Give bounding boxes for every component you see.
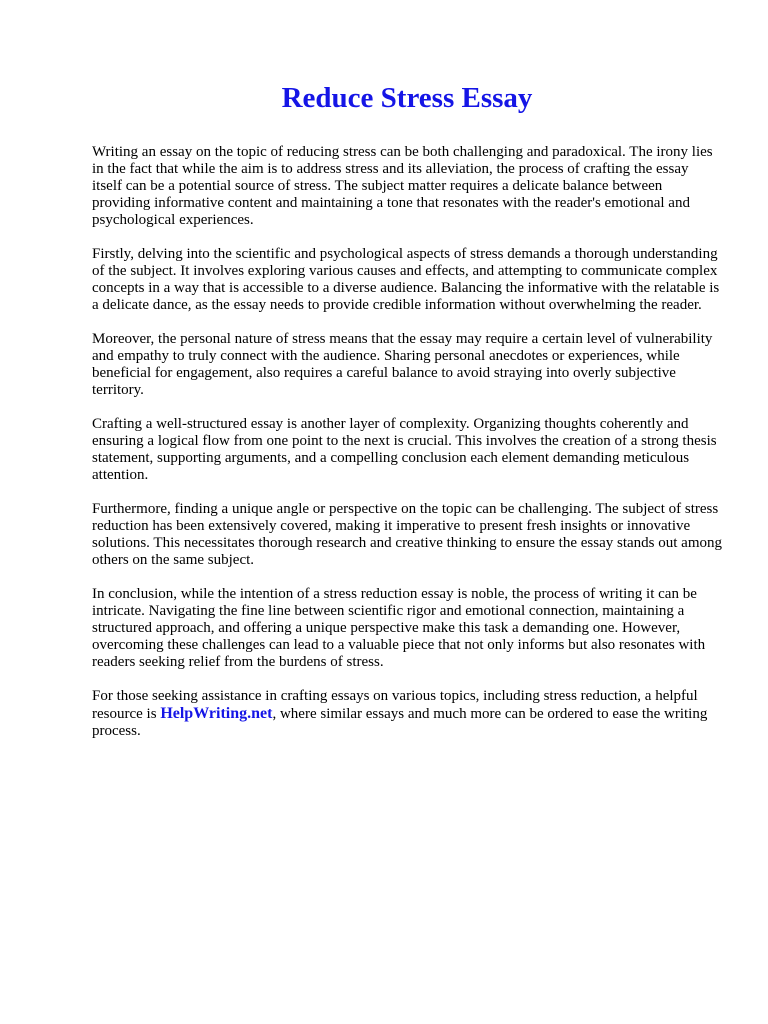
paragraph-firstly: Firstly, delving into the scientific and psychological aspects of stress demands a thorough understanding of the subject. It involves exploring various causes and effects, and attempting to communicate complex concepts in a way that is accessible to a diverse audience. Balancing the informative with the relatable is a delicate dance, as the essay needs to provide credible information without overwhelming the reader. — [92, 246, 720, 313]
essay-body — [92, 144, 722, 740]
paragraph-intro: Writing an essay on the topic of reducing stress can be both challenging and paradoxical. The irony lies in the fact that while the aim is to address stress and its alleviation, the process of crafting the essay itself can be a potential source of stress. The subject matter requires a delicate balance between providing informative content and maintaining a tone that resonates with the reader's emotional and psychological experiences. — [92, 144, 713, 228]
paragraph-crafting: Crafting a well-structured essay is another layer of complexity. Organizing thoughts coherently and ensuring a logical flow from one point to the next is crucial. This involves the creation of a strong thesis statement, supporting arguments, and a compelling conclusion each element demanding meticulous attention. — [92, 416, 717, 483]
paragraph-closing — [92, 688, 722, 740]
paragraph-furthermore: Furthermore, finding a unique angle or perspective on the topic can be challenging. The subject of stress reduction has been extensively covered, making it imperative to present fresh insights or innovative solutions. This necessitates thorough research and creative thinking to ensure the essay stands out among others on the same subject. — [92, 501, 722, 568]
closing-text-after: , where similar essays and much more can be ordered to ease the writing process. — [92, 706, 708, 739]
closing-text-before: For those seeking assistance in crafting essays on various topics, including stress reduction, a helpful resource is — [92, 688, 698, 722]
paragraph-conclusion: In conclusion, while the intention of a stress reduction essay is noble, the process of writing it can be intricate. Navigating the fine line between scientific rigor and emotional connection, maintaining a structured approach, and offering a unique perspective make this task a demanding one. However, overcoming these challenges can lead to a valuable piece that not only informs but also resonates with readers seeking relief from the burdens of stress. — [92, 586, 706, 670]
helpwriting-link[interactable]: HelpWriting.net — [160, 705, 273, 722]
paragraph-moreover: Moreover, the personal nature of stress means that the essay may require a certain level of vulnerability and empathy to truly connect with the audience. Sharing personal anecdotes or experiences, while beneficial for engagement, also requires a careful balance to avoid straying into overly subjective territory. — [92, 331, 713, 398]
page-title: Reduce Stress Essay — [281, 82, 533, 114]
